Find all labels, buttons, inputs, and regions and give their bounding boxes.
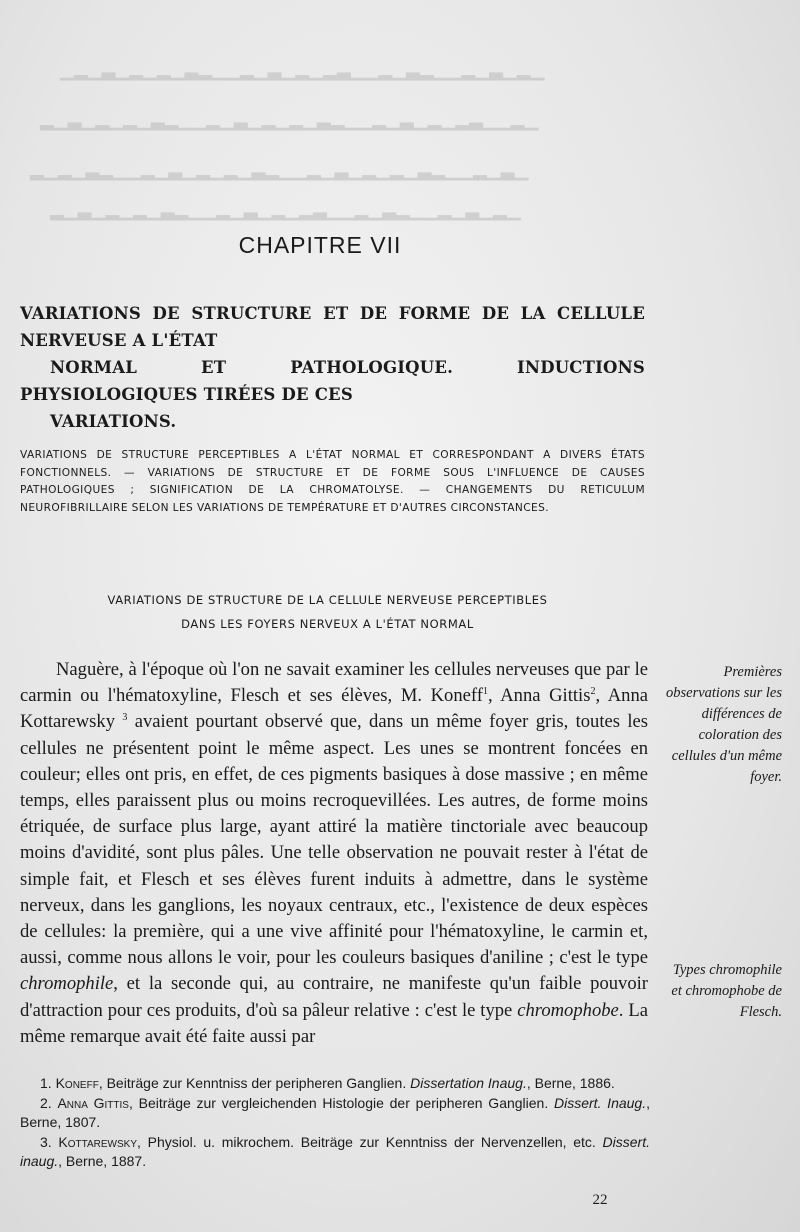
section-heading-line-2: DANS LES FOYERS NERVEUX A L'ÉTAT NORMAL	[181, 617, 474, 631]
footnote-ref-2: 2	[590, 686, 596, 698]
footnote-text: , Beiträge zur vergleichenden Histologie der peripheren Ganglien.	[128, 1094, 554, 1111]
term-chromophobe: chromophobe	[517, 999, 619, 1021]
footnote-italic: Dissert. inaug.	[20, 1133, 650, 1169]
body-text-6: . La même remarque avait été faite aussi par	[20, 999, 648, 1047]
body-text-2: , Anna Gittis	[487, 685, 591, 707]
body-text-3: , Anna Kottarewsky	[20, 685, 648, 733]
footnote-text: , Physiol. u. mikrochem. Beiträge zur Kenntniss der Nervenzellen, etc.	[137, 1133, 603, 1150]
footnote-rest: , Berne, 1887.	[58, 1153, 147, 1169]
footnote-rest: , Berne, 1807.	[20, 1094, 650, 1130]
body-text-4: avaient pourtant observé que, dans un même foyer gris, toutes les cellules ne présentent point le même aspect. Les unes se montrent foncées en couleur; elles ont pris, en effet, de ces pigments basiques à dose massive ; en même temps, elles paraissent plus ou moins recroquevillées. Les autres, de forme moins étriquée, de surface plus large, ayant attiré la matière tinctoriale avec beaucoup moins d'avidité, sont plus pâles. Une telle observation ne pouvait rester à l'état de simple fait, et Flesch et ses élèves furent induits à admettre, dans le système nerveux, dans les ganglions, les noyaux centraux, etc., l'existence de deux espèces de cellules: la première, qui a une vive affinité pour l'hématoxyline, le carmin et, aussi, comme nous allons le voir, pour les couleurs basiques d'aniline ; c'est le type	[20, 711, 648, 969]
section-heading-line-1: VARIATIONS DE STRUCTURE DE LA CELLULE NERVEUSE PERCEPTIBLES	[107, 593, 548, 607]
marginal-note-1: Premières observations sur les différences de coloration des cellules d'un même foyer.	[666, 664, 782, 785]
bleed-through-texture: ▁▂▁▃▁▂▁▁▂▃▁▂▁▁▃▂▁▂▁▃▁▂▁▁▂▃▁▂▁▂▁▃▁▂	[50, 200, 521, 220]
chapter-heading-line-1: VARIATIONS DE STRUCTURE ET DE FORME DE LA CELLULE NERVEUSE A L'ÉTAT	[20, 304, 645, 350]
chapter-heading-line-3: VARIATIONS.	[50, 412, 177, 431]
footnote-author: Koneff	[55, 1075, 99, 1091]
footnote-ref-1: 1	[482, 686, 488, 698]
footnote-1	[20, 1074, 650, 1094]
marginal-note-2: Types chromophile et chromophobe de Flesch.	[671, 962, 782, 1020]
footnote-rest: , Berne, 1886.	[526, 1075, 615, 1091]
footnote-3	[20, 1133, 650, 1172]
chapter-summary: VARIATIONS DE STRUCTURE PERCEPTIBLES A L'ÉTAT NORMAL ET CORRESPONDANT A DIVERS ÉTATS FONCTIONNELS. — VARIATIONS DE STRUCTURE ET DE FORME SOUS L'INFLUENCE DE CAUSES PATHOLOGIQUES ; SIGNIFICATION DE LA CHROMATOLYSE. — CHANGEMENTS DU RETICULUM NEUROFIBRILLAIRE SELON LES VARIATIONS DE TEMPÉRATURE ET D'AUTRES CIRCONSTANCES.	[20, 449, 645, 514]
footnote-italic: Dissertation Inaug.	[410, 1075, 527, 1091]
footnote-2	[20, 1094, 650, 1133]
footnote-italic: Dissert. Inaug.	[553, 1094, 647, 1111]
footnote-number: 2.	[40, 1094, 58, 1111]
footnote-author: Kottarewsky	[58, 1133, 137, 1150]
bleed-through-texture: ▁▂▁▁▃▂▁▂▁▃▁▂▁▁▂▃▁▂▁▂▁▃▁▂▁▁▂▃▁▂▁▂▁▃▁▂	[40, 110, 539, 130]
bleed-through-texture: ▁▃▁▂▁▁▂▃▁▂▁▂▁▃▁▂▁▁▂▃▁▂▁▂▁▃▁▂▁▁▂▃▁▂▁▂	[30, 160, 529, 180]
body-text-1: Naguère, à l'époque où l'on ne savait examiner les cellules nerveuses que par le carmin ou l'hématoxyline, Flesch et ses élèves, M. Koneff	[20, 659, 648, 707]
section-heading	[0, 588, 655, 636]
footnotes	[20, 1074, 650, 1172]
chapter-heading	[20, 300, 645, 435]
bleed-through-texture: ▁▂▁▃▁▂▁▁▂▃▁▂▁▁▃▂▁▂▁▃▁▂▁▁▂▃▁▂▁▂▁▃▁▂▁	[60, 60, 545, 80]
chapter-heading-line-2: NORMAL ET PATHOLOGIQUE. INDUCTIONS PHYSIOLOGIQUES TIRÉES DE CES	[20, 358, 645, 404]
chapter-title: CHAPITRE VII	[238, 232, 402, 258]
term-chromophile: chromophile	[20, 973, 114, 995]
footnote-number: 3.	[40, 1133, 59, 1150]
footnote-text: , Beiträge zur Kenntniss der peripheren Ganglien.	[98, 1075, 411, 1091]
body-paragraph	[20, 657, 648, 1050]
body-text-5: , et la seconde qui, au contraire, ne manifeste qu'un faible pouvoir d'attraction pour ces produits, d'où sa pâleur relative : c'est le type	[20, 973, 648, 1021]
footnote-author: Anna Gittis	[57, 1094, 129, 1111]
footnote-number: 1.	[40, 1075, 56, 1091]
page-number: 22	[592, 1192, 608, 1208]
footnote-ref-3: 3	[122, 712, 128, 724]
